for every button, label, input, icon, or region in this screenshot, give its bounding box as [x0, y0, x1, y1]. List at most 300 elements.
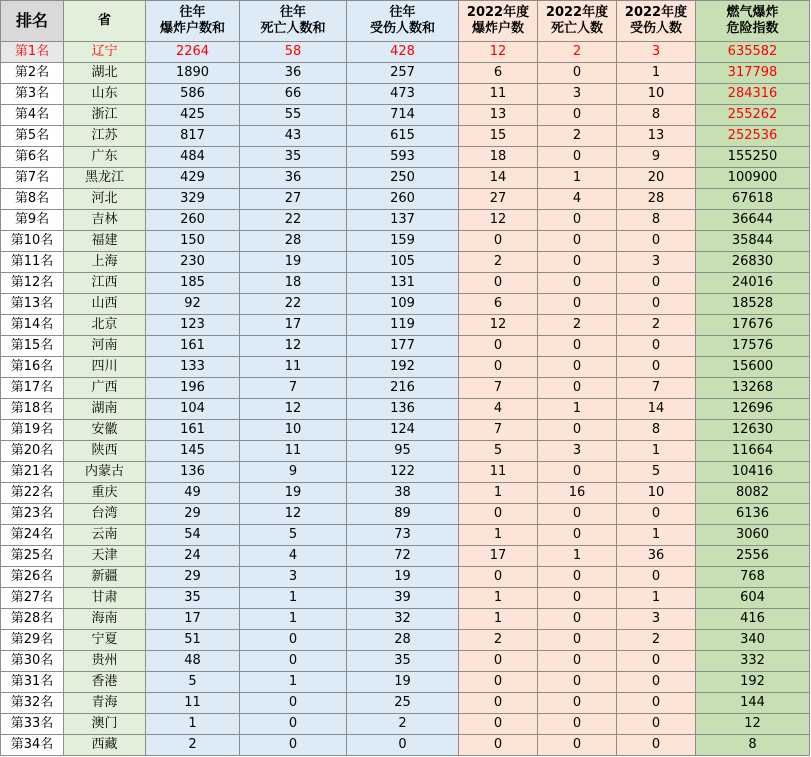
hist-injuries-cell[interactable]: 109 — [347, 294, 459, 315]
hist-explosions-cell[interactable]: 17 — [146, 609, 240, 630]
province-cell[interactable]: 上海 — [64, 252, 146, 273]
hist-injuries-cell[interactable]: 2 — [347, 714, 459, 735]
y2022-injuries-cell[interactable]: 0 — [617, 672, 696, 693]
y2022-injuries-cell[interactable]: 13 — [617, 126, 696, 147]
province-cell[interactable]: 西藏 — [64, 735, 146, 756]
province-cell[interactable]: 青海 — [64, 693, 146, 714]
rank-cell[interactable]: 第8名 — [1, 189, 64, 210]
rank-cell[interactable]: 第19名 — [1, 420, 64, 441]
hist-deaths-cell[interactable]: 0 — [240, 735, 347, 756]
hist-injuries-cell[interactable]: 122 — [347, 462, 459, 483]
province-cell[interactable]: 山东 — [64, 84, 146, 105]
risk-index-cell[interactable]: 768 — [696, 567, 810, 588]
risk-index-cell[interactable]: 24016 — [696, 273, 810, 294]
hist-injuries-cell[interactable]: 89 — [347, 504, 459, 525]
hist-deaths-cell[interactable]: 19 — [240, 483, 347, 504]
y2022-injuries-cell[interactable]: 0 — [617, 336, 696, 357]
rank-cell[interactable]: 第29名 — [1, 630, 64, 651]
rank-cell[interactable]: 第7名 — [1, 168, 64, 189]
hist-injuries-cell[interactable]: 257 — [347, 63, 459, 84]
y2022-explosions-cell[interactable]: 12 — [459, 315, 538, 336]
y2022-explosions-cell[interactable]: 2 — [459, 252, 538, 273]
hist-injuries-cell[interactable]: 105 — [347, 252, 459, 273]
risk-index-cell[interactable]: 36644 — [696, 210, 810, 231]
rank-cell[interactable]: 第4名 — [1, 105, 64, 126]
y2022-deaths-cell[interactable]: 2 — [538, 315, 617, 336]
province-cell[interactable]: 宁夏 — [64, 630, 146, 651]
hist-injuries-cell[interactable]: 136 — [347, 399, 459, 420]
risk-index-cell[interactable]: 635582 — [696, 42, 810, 63]
y2022-explosions-cell[interactable]: 7 — [459, 420, 538, 441]
hist-explosions-cell[interactable]: 161 — [146, 336, 240, 357]
hist-injuries-cell[interactable]: 615 — [347, 126, 459, 147]
y2022-explosions-cell[interactable]: 0 — [459, 693, 538, 714]
risk-index-cell[interactable]: 155250 — [696, 147, 810, 168]
hist-injuries-cell[interactable]: 32 — [347, 609, 459, 630]
y2022-explosions-cell[interactable]: 6 — [459, 294, 538, 315]
y2022-deaths-cell[interactable]: 1 — [538, 399, 617, 420]
hist-injuries-cell[interactable]: 473 — [347, 84, 459, 105]
province-cell[interactable]: 湖北 — [64, 63, 146, 84]
province-cell[interactable]: 香港 — [64, 672, 146, 693]
y2022-deaths-cell[interactable]: 0 — [538, 567, 617, 588]
hist-injuries-cell[interactable]: 159 — [347, 231, 459, 252]
rank-cell[interactable]: 第23名 — [1, 504, 64, 525]
y2022-deaths-cell[interactable]: 0 — [538, 504, 617, 525]
province-cell[interactable]: 浙江 — [64, 105, 146, 126]
y2022-deaths-cell[interactable]: 0 — [538, 420, 617, 441]
hist-injuries-cell[interactable]: 25 — [347, 693, 459, 714]
risk-index-cell[interactable]: 252536 — [696, 126, 810, 147]
hist-injuries-cell[interactable]: 131 — [347, 273, 459, 294]
risk-index-cell[interactable]: 12696 — [696, 399, 810, 420]
y2022-deaths-cell[interactable]: 16 — [538, 483, 617, 504]
rank-cell[interactable]: 第13名 — [1, 294, 64, 315]
header-province[interactable]: 省 — [64, 1, 146, 42]
province-cell[interactable]: 福建 — [64, 231, 146, 252]
hist-explosions-cell[interactable]: 123 — [146, 315, 240, 336]
risk-index-cell[interactable]: 255262 — [696, 105, 810, 126]
y2022-explosions-cell[interactable]: 12 — [459, 210, 538, 231]
y2022-explosions-cell[interactable]: 1 — [459, 525, 538, 546]
risk-index-cell[interactable]: 17676 — [696, 315, 810, 336]
hist-deaths-cell[interactable]: 18 — [240, 273, 347, 294]
rank-cell[interactable]: 第12名 — [1, 273, 64, 294]
province-cell[interactable]: 澳门 — [64, 714, 146, 735]
y2022-injuries-cell[interactable]: 0 — [617, 651, 696, 672]
hist-injuries-cell[interactable]: 192 — [347, 357, 459, 378]
rank-cell[interactable]: 第32名 — [1, 693, 64, 714]
y2022-explosions-cell[interactable]: 0 — [459, 336, 538, 357]
hist-deaths-cell[interactable]: 36 — [240, 168, 347, 189]
province-cell[interactable]: 河南 — [64, 336, 146, 357]
y2022-explosions-cell[interactable]: 17 — [459, 546, 538, 567]
y2022-explosions-cell[interactable]: 0 — [459, 714, 538, 735]
y2022-injuries-cell[interactable]: 10 — [617, 483, 696, 504]
y2022-injuries-cell[interactable]: 1 — [617, 588, 696, 609]
risk-index-cell[interactable]: 17576 — [696, 336, 810, 357]
rank-cell[interactable]: 第1名 — [1, 42, 64, 63]
y2022-deaths-cell[interactable]: 2 — [538, 126, 617, 147]
y2022-injuries-cell[interactable]: 9 — [617, 147, 696, 168]
risk-index-cell[interactable]: 3060 — [696, 525, 810, 546]
y2022-explosions-cell[interactable]: 1 — [459, 588, 538, 609]
hist-injuries-cell[interactable]: 28 — [347, 630, 459, 651]
y2022-injuries-cell[interactable]: 10 — [617, 84, 696, 105]
y2022-injuries-cell[interactable]: 1 — [617, 63, 696, 84]
hist-deaths-cell[interactable]: 12 — [240, 336, 347, 357]
rank-cell[interactable]: 第16名 — [1, 357, 64, 378]
y2022-deaths-cell[interactable]: 0 — [538, 651, 617, 672]
y2022-deaths-cell[interactable]: 1 — [538, 168, 617, 189]
rank-cell[interactable]: 第30名 — [1, 651, 64, 672]
hist-explosions-cell[interactable]: 196 — [146, 378, 240, 399]
hist-explosions-cell[interactable]: 260 — [146, 210, 240, 231]
risk-index-cell[interactable]: 604 — [696, 588, 810, 609]
y2022-injuries-cell[interactable]: 8 — [617, 105, 696, 126]
hist-explosions-cell[interactable]: 329 — [146, 189, 240, 210]
y2022-deaths-cell[interactable]: 2 — [538, 42, 617, 63]
province-cell[interactable]: 四川 — [64, 357, 146, 378]
y2022-injuries-cell[interactable]: 0 — [617, 735, 696, 756]
rank-cell[interactable]: 第9名 — [1, 210, 64, 231]
y2022-deaths-cell[interactable]: 3 — [538, 441, 617, 462]
hist-explosions-cell[interactable]: 29 — [146, 504, 240, 525]
province-cell[interactable]: 重庆 — [64, 483, 146, 504]
y2022-deaths-cell[interactable]: 0 — [538, 630, 617, 651]
y2022-deaths-cell[interactable]: 0 — [538, 105, 617, 126]
y2022-injuries-cell[interactable]: 8 — [617, 420, 696, 441]
y2022-explosions-cell[interactable]: 1 — [459, 609, 538, 630]
hist-injuries-cell[interactable]: 0 — [347, 735, 459, 756]
y2022-explosions-cell[interactable]: 4 — [459, 399, 538, 420]
y2022-deaths-cell[interactable]: 0 — [538, 294, 617, 315]
hist-injuries-cell[interactable]: 260 — [347, 189, 459, 210]
hist-deaths-cell[interactable]: 66 — [240, 84, 347, 105]
hist-explosions-cell[interactable]: 11 — [146, 693, 240, 714]
rank-cell[interactable]: 第22名 — [1, 483, 64, 504]
y2022-explosions-cell[interactable]: 27 — [459, 189, 538, 210]
rank-cell[interactable]: 第25名 — [1, 546, 64, 567]
province-cell[interactable]: 内蒙古 — [64, 462, 146, 483]
y2022-explosions-cell[interactable]: 11 — [459, 84, 538, 105]
y2022-injuries-cell[interactable]: 1 — [617, 525, 696, 546]
header-2022-explosions[interactable] — [459, 1, 538, 42]
y2022-injuries-cell[interactable]: 14 — [617, 399, 696, 420]
hist-explosions-cell[interactable]: 24 — [146, 546, 240, 567]
y2022-deaths-cell[interactable]: 4 — [538, 189, 617, 210]
y2022-explosions-cell[interactable]: 0 — [459, 672, 538, 693]
y2022-deaths-cell[interactable]: 0 — [538, 147, 617, 168]
province-cell[interactable]: 黑龙江 — [64, 168, 146, 189]
rank-cell[interactable]: 第10名 — [1, 231, 64, 252]
y2022-deaths-cell[interactable]: 0 — [538, 525, 617, 546]
risk-index-cell[interactable]: 6136 — [696, 504, 810, 525]
rank-cell[interactable]: 第11名 — [1, 252, 64, 273]
risk-index-cell[interactable]: 8 — [696, 735, 810, 756]
hist-injuries-cell[interactable]: 73 — [347, 525, 459, 546]
hist-explosions-cell[interactable]: 145 — [146, 441, 240, 462]
header-2022-deaths[interactable] — [538, 1, 617, 42]
province-cell[interactable]: 湖南 — [64, 399, 146, 420]
hist-explosions-cell[interactable]: 2 — [146, 735, 240, 756]
risk-index-cell[interactable]: 11664 — [696, 441, 810, 462]
risk-index-cell[interactable]: 340 — [696, 630, 810, 651]
rank-cell[interactable]: 第34名 — [1, 735, 64, 756]
rank-cell[interactable]: 第6名 — [1, 147, 64, 168]
y2022-injuries-cell[interactable]: 0 — [617, 693, 696, 714]
y2022-injuries-cell[interactable]: 3 — [617, 252, 696, 273]
hist-explosions-cell[interactable]: 586 — [146, 84, 240, 105]
rank-cell[interactable]: 第31名 — [1, 672, 64, 693]
y2022-injuries-cell[interactable]: 7 — [617, 378, 696, 399]
hist-injuries-cell[interactable]: 72 — [347, 546, 459, 567]
rank-cell[interactable]: 第5名 — [1, 126, 64, 147]
hist-explosions-cell[interactable]: 133 — [146, 357, 240, 378]
y2022-explosions-cell[interactable]: 12 — [459, 42, 538, 63]
header-hist-explosions[interactable] — [146, 1, 240, 42]
y2022-deaths-cell[interactable]: 0 — [538, 231, 617, 252]
rank-cell[interactable]: 第33名 — [1, 714, 64, 735]
y2022-deaths-cell[interactable]: 0 — [538, 714, 617, 735]
risk-index-cell[interactable]: 18528 — [696, 294, 810, 315]
y2022-explosions-cell[interactable]: 6 — [459, 63, 538, 84]
header-rank[interactable]: 排名 — [1, 1, 64, 42]
hist-injuries-cell[interactable]: 177 — [347, 336, 459, 357]
rank-cell[interactable]: 第26名 — [1, 567, 64, 588]
hist-explosions-cell[interactable]: 425 — [146, 105, 240, 126]
province-cell[interactable]: 云南 — [64, 525, 146, 546]
hist-injuries-cell[interactable]: 714 — [347, 105, 459, 126]
hist-deaths-cell[interactable]: 27 — [240, 189, 347, 210]
hist-injuries-cell[interactable]: 124 — [347, 420, 459, 441]
hist-deaths-cell[interactable]: 0 — [240, 693, 347, 714]
province-cell[interactable]: 陕西 — [64, 441, 146, 462]
risk-index-cell[interactable]: 144 — [696, 693, 810, 714]
y2022-injuries-cell[interactable]: 5 — [617, 462, 696, 483]
y2022-explosions-cell[interactable]: 0 — [459, 504, 538, 525]
hist-deaths-cell[interactable]: 35 — [240, 147, 347, 168]
risk-index-cell[interactable]: 13268 — [696, 378, 810, 399]
hist-explosions-cell[interactable]: 48 — [146, 651, 240, 672]
y2022-deaths-cell[interactable]: 0 — [538, 462, 617, 483]
hist-deaths-cell[interactable]: 0 — [240, 651, 347, 672]
rank-cell[interactable]: 第2名 — [1, 63, 64, 84]
y2022-explosions-cell[interactable]: 1 — [459, 483, 538, 504]
hist-explosions-cell[interactable]: 1890 — [146, 63, 240, 84]
y2022-injuries-cell[interactable]: 20 — [617, 168, 696, 189]
hist-deaths-cell[interactable]: 3 — [240, 567, 347, 588]
risk-index-cell[interactable]: 67618 — [696, 189, 810, 210]
hist-deaths-cell[interactable]: 22 — [240, 210, 347, 231]
hist-injuries-cell[interactable]: 250 — [347, 168, 459, 189]
hist-injuries-cell[interactable]: 19 — [347, 672, 459, 693]
risk-index-cell[interactable]: 192 — [696, 672, 810, 693]
y2022-deaths-cell[interactable]: 1 — [538, 546, 617, 567]
risk-index-cell[interactable]: 26830 — [696, 252, 810, 273]
y2022-injuries-cell[interactable]: 0 — [617, 714, 696, 735]
y2022-deaths-cell[interactable]: 0 — [538, 609, 617, 630]
hist-explosions-cell[interactable]: 484 — [146, 147, 240, 168]
header-risk-index[interactable] — [696, 1, 810, 42]
hist-explosions-cell[interactable]: 817 — [146, 126, 240, 147]
province-cell[interactable]: 天津 — [64, 546, 146, 567]
hist-deaths-cell[interactable]: 7 — [240, 378, 347, 399]
hist-explosions-cell[interactable]: 230 — [146, 252, 240, 273]
y2022-explosions-cell[interactable]: 13 — [459, 105, 538, 126]
risk-index-cell[interactable]: 12 — [696, 714, 810, 735]
hist-deaths-cell[interactable]: 11 — [240, 441, 347, 462]
rank-cell[interactable]: 第15名 — [1, 336, 64, 357]
hist-explosions-cell[interactable]: 429 — [146, 168, 240, 189]
hist-injuries-cell[interactable]: 35 — [347, 651, 459, 672]
y2022-deaths-cell[interactable]: 0 — [538, 693, 617, 714]
province-cell[interactable]: 北京 — [64, 315, 146, 336]
hist-injuries-cell[interactable]: 38 — [347, 483, 459, 504]
province-cell[interactable]: 山西 — [64, 294, 146, 315]
y2022-injuries-cell[interactable]: 1 — [617, 441, 696, 462]
y2022-deaths-cell[interactable]: 0 — [538, 273, 617, 294]
y2022-deaths-cell[interactable]: 0 — [538, 63, 617, 84]
risk-index-cell[interactable]: 35844 — [696, 231, 810, 252]
hist-injuries-cell[interactable]: 19 — [347, 567, 459, 588]
y2022-deaths-cell[interactable]: 0 — [538, 588, 617, 609]
hist-deaths-cell[interactable]: 9 — [240, 462, 347, 483]
hist-explosions-cell[interactable]: 5 — [146, 672, 240, 693]
hist-injuries-cell[interactable]: 137 — [347, 210, 459, 231]
y2022-deaths-cell[interactable]: 0 — [538, 336, 617, 357]
hist-injuries-cell[interactable]: 95 — [347, 441, 459, 462]
province-cell[interactable]: 甘肃 — [64, 588, 146, 609]
hist-explosions-cell[interactable]: 136 — [146, 462, 240, 483]
hist-injuries-cell[interactable]: 593 — [347, 147, 459, 168]
rank-cell[interactable]: 第14名 — [1, 315, 64, 336]
hist-injuries-cell[interactable]: 39 — [347, 588, 459, 609]
province-cell[interactable]: 吉林 — [64, 210, 146, 231]
hist-explosions-cell[interactable]: 92 — [146, 294, 240, 315]
province-cell[interactable]: 广东 — [64, 147, 146, 168]
hist-explosions-cell[interactable]: 150 — [146, 231, 240, 252]
y2022-explosions-cell[interactable]: 0 — [459, 567, 538, 588]
y2022-deaths-cell[interactable]: 3 — [538, 84, 617, 105]
y2022-injuries-cell[interactable]: 3 — [617, 42, 696, 63]
y2022-injuries-cell[interactable]: 8 — [617, 210, 696, 231]
hist-deaths-cell[interactable]: 5 — [240, 525, 347, 546]
y2022-injuries-cell[interactable]: 36 — [617, 546, 696, 567]
y2022-explosions-cell[interactable]: 0 — [459, 651, 538, 672]
y2022-explosions-cell[interactable]: 0 — [459, 273, 538, 294]
header-2022-injuries[interactable] — [617, 1, 696, 42]
y2022-explosions-cell[interactable]: 0 — [459, 357, 538, 378]
rank-cell[interactable]: 第24名 — [1, 525, 64, 546]
y2022-injuries-cell[interactable]: 3 — [617, 609, 696, 630]
hist-explosions-cell[interactable]: 51 — [146, 630, 240, 651]
y2022-explosions-cell[interactable]: 11 — [459, 462, 538, 483]
y2022-injuries-cell[interactable]: 0 — [617, 273, 696, 294]
hist-explosions-cell[interactable]: 29 — [146, 567, 240, 588]
province-cell[interactable]: 广西 — [64, 378, 146, 399]
risk-index-cell[interactable]: 8082 — [696, 483, 810, 504]
y2022-injuries-cell[interactable]: 0 — [617, 357, 696, 378]
rank-cell[interactable]: 第21名 — [1, 462, 64, 483]
y2022-injuries-cell[interactable]: 0 — [617, 504, 696, 525]
y2022-deaths-cell[interactable]: 0 — [538, 210, 617, 231]
rank-cell[interactable]: 第17名 — [1, 378, 64, 399]
y2022-deaths-cell[interactable]: 0 — [538, 252, 617, 273]
rank-cell[interactable]: 第28名 — [1, 609, 64, 630]
risk-index-cell[interactable]: 284316 — [696, 84, 810, 105]
hist-deaths-cell[interactable]: 36 — [240, 63, 347, 84]
hist-explosions-cell[interactable]: 1 — [146, 714, 240, 735]
y2022-deaths-cell[interactable]: 0 — [538, 357, 617, 378]
y2022-injuries-cell[interactable]: 2 — [617, 630, 696, 651]
risk-index-cell[interactable]: 12630 — [696, 420, 810, 441]
y2022-explosions-cell[interactable]: 18 — [459, 147, 538, 168]
risk-index-cell[interactable]: 2556 — [696, 546, 810, 567]
risk-index-cell[interactable]: 317798 — [696, 63, 810, 84]
y2022-explosions-cell[interactable]: 7 — [459, 378, 538, 399]
hist-deaths-cell[interactable]: 12 — [240, 504, 347, 525]
header-hist-deaths[interactable] — [240, 1, 347, 42]
hist-deaths-cell[interactable]: 4 — [240, 546, 347, 567]
province-cell[interactable]: 辽宁 — [64, 42, 146, 63]
risk-index-cell[interactable]: 416 — [696, 609, 810, 630]
hist-deaths-cell[interactable]: 10 — [240, 420, 347, 441]
y2022-deaths-cell[interactable]: 0 — [538, 378, 617, 399]
province-cell[interactable]: 海南 — [64, 609, 146, 630]
risk-index-cell[interactable]: 15600 — [696, 357, 810, 378]
hist-deaths-cell[interactable]: 0 — [240, 714, 347, 735]
rank-cell[interactable]: 第27名 — [1, 588, 64, 609]
y2022-explosions-cell[interactable]: 2 — [459, 630, 538, 651]
hist-deaths-cell[interactable]: 28 — [240, 231, 347, 252]
y2022-explosions-cell[interactable]: 15 — [459, 126, 538, 147]
risk-index-cell[interactable]: 332 — [696, 651, 810, 672]
rank-cell[interactable]: 第20名 — [1, 441, 64, 462]
province-cell[interactable]: 台湾 — [64, 504, 146, 525]
y2022-deaths-cell[interactable]: 0 — [538, 672, 617, 693]
y2022-injuries-cell[interactable]: 0 — [617, 567, 696, 588]
province-cell[interactable]: 江苏 — [64, 126, 146, 147]
y2022-deaths-cell[interactable]: 0 — [538, 735, 617, 756]
hist-deaths-cell[interactable]: 12 — [240, 399, 347, 420]
hist-deaths-cell[interactable]: 17 — [240, 315, 347, 336]
y2022-injuries-cell[interactable]: 0 — [617, 294, 696, 315]
risk-index-cell[interactable]: 10416 — [696, 462, 810, 483]
hist-deaths-cell[interactable]: 1 — [240, 609, 347, 630]
rank-cell[interactable]: 第18名 — [1, 399, 64, 420]
hist-deaths-cell[interactable]: 19 — [240, 252, 347, 273]
hist-deaths-cell[interactable]: 11 — [240, 357, 347, 378]
y2022-injuries-cell[interactable]: 28 — [617, 189, 696, 210]
y2022-explosions-cell[interactable]: 14 — [459, 168, 538, 189]
hist-injuries-cell[interactable]: 216 — [347, 378, 459, 399]
hist-deaths-cell[interactable]: 1 — [240, 588, 347, 609]
hist-explosions-cell[interactable]: 2264 — [146, 42, 240, 63]
rank-cell[interactable]: 第3名 — [1, 84, 64, 105]
province-cell[interactable]: 贵州 — [64, 651, 146, 672]
hist-explosions-cell[interactable]: 49 — [146, 483, 240, 504]
hist-explosions-cell[interactable]: 104 — [146, 399, 240, 420]
y2022-injuries-cell[interactable]: 2 — [617, 315, 696, 336]
hist-injuries-cell[interactable]: 119 — [347, 315, 459, 336]
hist-explosions-cell[interactable]: 161 — [146, 420, 240, 441]
y2022-injuries-cell[interactable]: 0 — [617, 231, 696, 252]
hist-explosions-cell[interactable]: 185 — [146, 273, 240, 294]
y2022-explosions-cell[interactable]: 0 — [459, 735, 538, 756]
province-cell[interactable]: 安徽 — [64, 420, 146, 441]
province-cell[interactable]: 河北 — [64, 189, 146, 210]
